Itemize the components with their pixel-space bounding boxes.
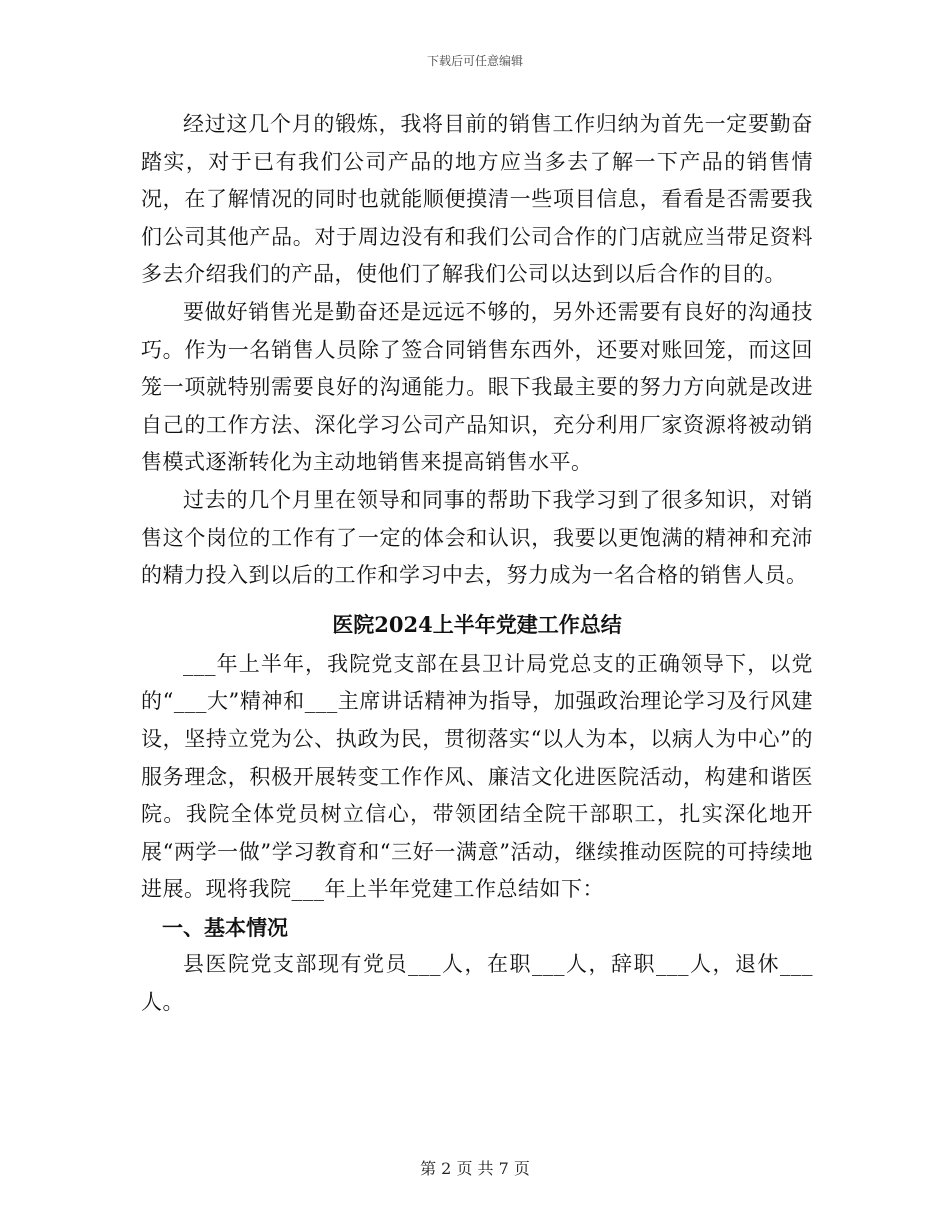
section-heading: 一、基本情况 [162,914,288,940]
document-body [141,106,813,1022]
body-paragraph: 经过这几个月的锻炼，我将目前的销售工作归纳为首先一定要勤奋踏实，对于已有我们公司产品的地方应当多去了解一下产品的销售情况，在了解情况的同时也就能顺便摸清一些项目信息，看看是否需要我们公司其他产品。对于周边没有和我们公司合作的门店就应当带足资料多去介绍我们的产品，使他们了解我们公司以达到以后合作的目的。 [141,112,813,287]
basic-info-paragraph: 县医院党支部现有党员___人，在职___人，辞职___人，退休___人。 [141,952,813,1015]
intro-paragraph: ___年上半年，我院党支部在县卫计局党总支的正确领导下，以党的“___大”精神和___主席讲话精神为指导，加强政治理论学习及行风建设，坚持立党为公、执政为民，贯彻落实“以人为本，以病人为中心”的服务理念，积极开展转变工作作风、廉洁文化进医院活动，构建和谐医院。我院全体党员树立信心，带领团结全院干部职工，扎实深化地开展“两学一做”学习教育和“三好一满意”活动，继续推动医院的可持续地进展。现将我院___年上半年党建工作总结如下： [141,651,813,902]
document-title: 医院2024上半年党建工作总结 [332,611,622,637]
page-number: 第 2 页 共 7 页 [420,1159,530,1178]
body-paragraph: 要做好销售光是勤奋还是远远不够的，另外还需要有良好的沟通技巧。作为一名销售人员除了签合同销售东西外，还要对账回笼，而这回笼一项就特别需要良好的沟通能力。眼下我最主要的努力方向就是改进自己的工作方法、深化学习公司产品知识，充分利用厂家资源将被动销售模式逐渐转化为主动地销售来提高销售水平。 [141,299,813,475]
page-header: 下载后可任意编辑 [426,54,523,68]
body-paragraph: 过去的几个月里在领导和同事的帮助下我学习到了很多知识，对销售这个岗位的工作有了一定的体会和认识，我要以更饱满的精神和充沛的精力投入到以后的工作和学习中去，努力成为一名合格的销售人员。 [141,487,813,588]
